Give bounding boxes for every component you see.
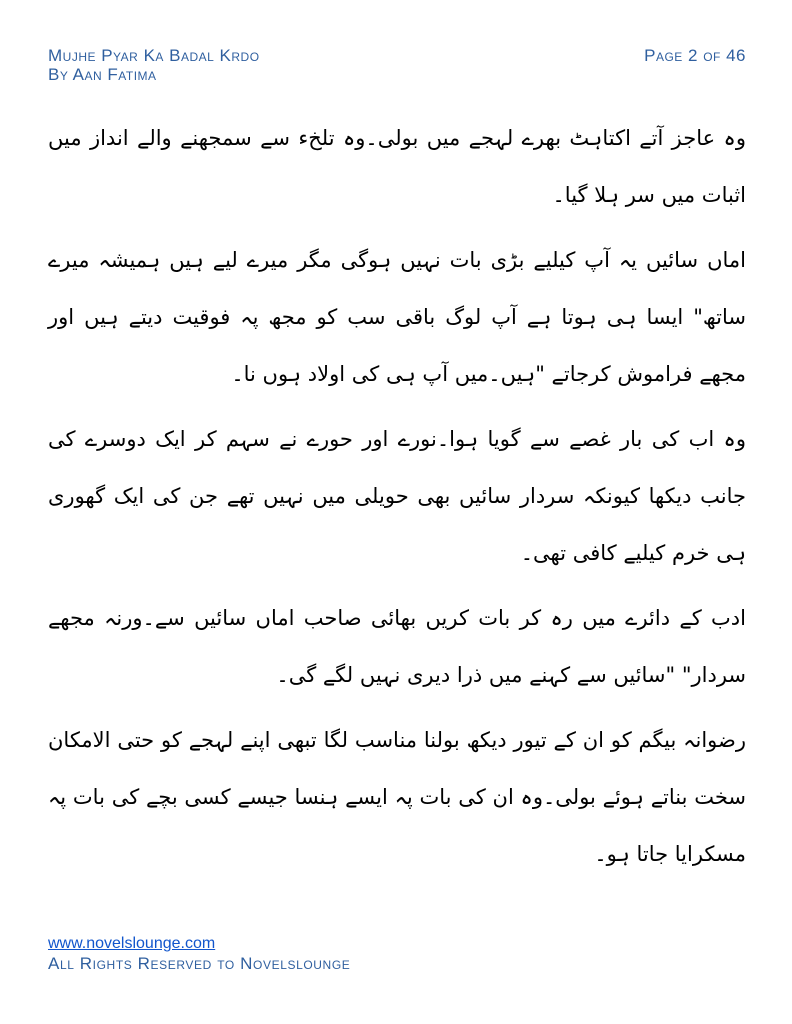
paragraph-4: ادب کے دائرے میں رہ کر بات کریں بھائی صاحب اماں سائیں سے۔ورنہ مجھے سردار" "سائیں سے کہنے میں ذرا دیری نہیں لگے گی۔ [48, 606, 746, 687]
paragraph-2: اماں سائیں یہ آپ کیلیے بڑی بات نہیں ہوگی مگر میرے لیے ہیں ہمیشہ میرے ساتھ" ایسا ہی ہوتا ہے آپ لوگ باقی سب کو مجھ پہ فوقیت دیتے ہیں اور مجھے فراموش کرجاتے "ہیں۔میں آپ ہی کی اولاد ہوں نا۔ [48, 248, 746, 386]
paragraph-3: وہ اب کی بار غصے سے گویا ہوا۔نورے اور حورے نے سہم کر ایک دوسرے کی جانب دیکھا کیونکہ سردار سائیں بھی حویلی میں نہیں تھے جن کی ایک گھوری ہی خرم کیلیے کافی تھی۔ [48, 427, 746, 565]
author-name: By Aan Fatima [48, 65, 157, 84]
website-link[interactable]: www.novelslounge.com [48, 935, 216, 952]
novel-title: Mujhe Pyar Ka Badal Krdo [48, 46, 260, 65]
header-row-top [48, 46, 746, 65]
paragraph-1: وہ عاجز آتے اکتاہٹ بھرے لہجے میں بولی۔وہ تلخء سے سمجھنے والے انداز میں اثبات میں سر ہلا گیا۔ [48, 126, 746, 207]
page-header [48, 46, 746, 84]
story-text [48, 110, 746, 891]
paragraph-5: رضوانہ بیگم کو ان کے تیور دیکھ بولنا مناسب لگا تبھی اپنے لہجے کو حتی الامکان سخت بناتے ہوئے بولی۔وہ ان کی بات پہ ایسے ہنسا جیسے کسی بچے کی بات پہ مسکرایا جاتا ہو۔ [48, 728, 746, 866]
page-number: Page 2 of 46 [644, 46, 746, 65]
page-footer [48, 934, 746, 974]
header-row-bottom [48, 65, 746, 84]
rights-notice: All Rights Reserved to Novelslounge [48, 954, 351, 973]
